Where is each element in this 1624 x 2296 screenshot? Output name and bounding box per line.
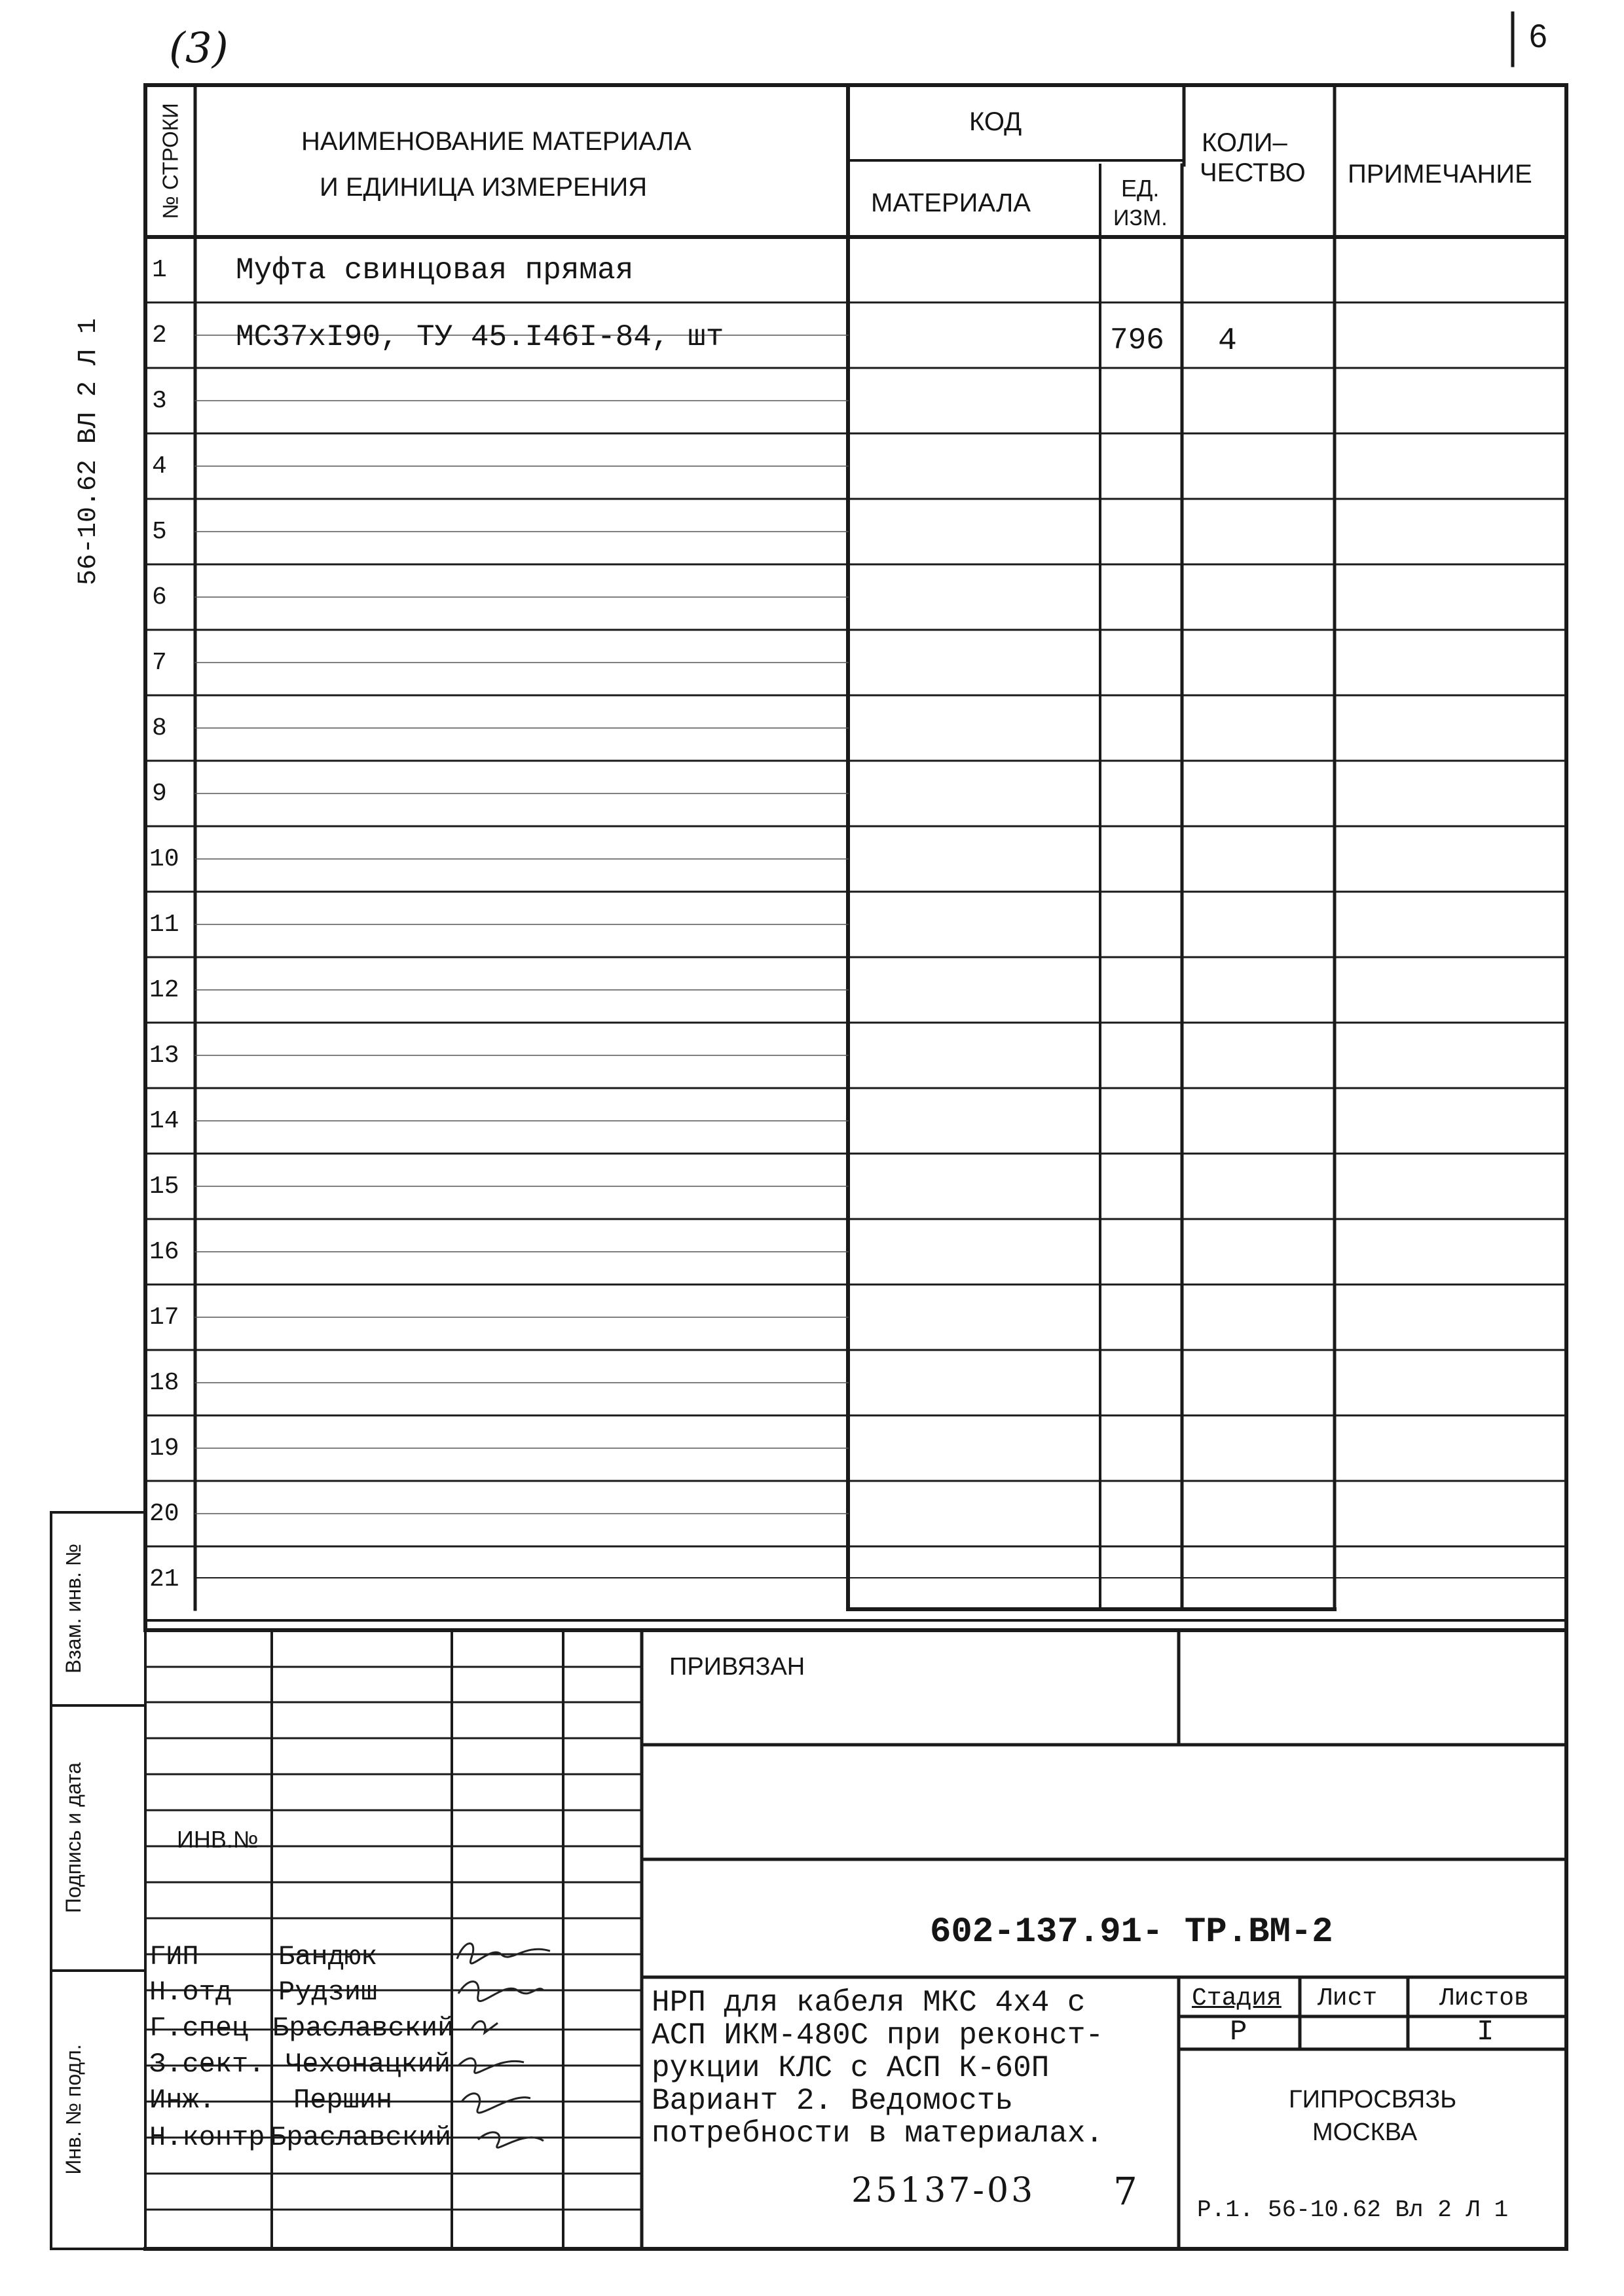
header-note: ПРИМЕЧАНИЕ: [1348, 160, 1532, 189]
signatory-role: Н.отд: [149, 1977, 232, 2008]
signature-scribbles: [452, 1931, 563, 2154]
row-number: 8: [152, 714, 167, 742]
stamp-cell-replaced-inv: Взам. инв. №: [62, 1543, 85, 1674]
designation: 602-137.91- ТР.ВМ-2: [930, 1912, 1333, 1952]
header-name-line2: И ЕДИНИЦА ИЗМЕРЕНИЯ: [320, 173, 648, 202]
row-number: 9: [152, 780, 167, 808]
footer-reference: Р.1. 56-10.62 Вл 2 Л 1: [1197, 2196, 1509, 2223]
row-1-name: Муфта свинцовая прямая: [236, 253, 634, 287]
header-qty-line2: ЧЕСТВО: [1200, 158, 1306, 187]
signatory-name: Чехонацкий: [286, 2049, 451, 2080]
signatory-role: ГИП: [149, 1941, 199, 1973]
description-line: Вариант 2. Ведомость: [652, 2084, 1014, 2118]
city: МОСКВА: [1312, 2119, 1418, 2146]
sheets-label: Листов: [1439, 1984, 1529, 2013]
organization: ГИПРОСВЯЗЬ: [1289, 2086, 1457, 2113]
description-line: НРП для кабеля МКС 4х4 с: [652, 1986, 1086, 2020]
stamp-cell-original-inv: Инв. № подл.: [62, 2044, 85, 2175]
signatory-role: Инж.: [149, 2085, 215, 2116]
row-number: 13: [149, 1042, 179, 1070]
inv-label: ИНВ.№: [177, 1826, 259, 1853]
sheet-no: 7: [1113, 2169, 1137, 2214]
header-code: КОД: [969, 107, 1022, 136]
description-line: рукции КЛС с АСП К-60П: [652, 2051, 1050, 2085]
signatory-name: Першин: [293, 2085, 393, 2116]
row-number: 11: [149, 911, 179, 939]
row-number: 14: [149, 1107, 179, 1135]
row-number: 12: [149, 976, 179, 1004]
row-number: 19: [149, 1434, 179, 1463]
margin-doc-code: 56-10.62 ВЛ 2 Л 1: [74, 318, 103, 586]
row-number: 10: [149, 845, 179, 873]
signatory-name: Браславский: [270, 2122, 452, 2153]
row-number: 15: [149, 1173, 179, 1201]
row-number: 6: [152, 583, 167, 611]
order-number: 25137-03: [851, 2171, 1036, 2210]
row-number: 16: [149, 1238, 179, 1266]
description-line: АСП ИКМ-480С при реконст-: [652, 2018, 1104, 2052]
description-line: потребности в материалах.: [652, 2117, 1104, 2151]
row-number: 4: [152, 452, 167, 481]
row-2-name: МС37хI90, ТУ 45.I46I-84, шт: [236, 320, 724, 354]
header-material: МАТЕРИАЛА: [871, 189, 1031, 217]
row-number: 18: [149, 1369, 179, 1397]
row-number: 21: [149, 1565, 179, 1594]
bound-label: ПРИВЯЗАН: [669, 1653, 805, 1681]
row-2-qty: 4: [1218, 323, 1237, 359]
header-qty-line1: КОЛИ–: [1202, 128, 1287, 157]
stage-label: Стадия: [1192, 1984, 1282, 2013]
stamp-cell-signature-date: Подпись и дата: [62, 1762, 85, 1914]
signatory-name: Браславский: [272, 2013, 454, 2044]
header-unit-line1: ЕД.: [1121, 175, 1160, 202]
sheet-label: Лист: [1318, 1984, 1378, 2013]
signatory-name: Бандюк: [278, 1941, 378, 1973]
header-unit-line2: ИЗМ.: [1113, 206, 1168, 230]
row-2-unit: 796: [1110, 323, 1164, 357]
row-number: 5: [152, 518, 167, 546]
signatory-role: Г.спец: [149, 2013, 249, 2044]
row-number: 7: [152, 649, 167, 677]
row-number: 20: [149, 1500, 179, 1528]
row-number: 17: [149, 1303, 179, 1332]
header-name-line1: НАИМЕНОВАНИЕ МАТЕРИАЛА: [301, 127, 692, 156]
header-row-no: № СТРОКИ: [158, 103, 183, 219]
row-number: 1: [152, 256, 167, 284]
signatory-name: Рудзиш: [278, 1977, 378, 2008]
stage-value: Р: [1230, 2016, 1247, 2049]
row-number: 3: [152, 387, 167, 415]
sheets-value: I: [1477, 2016, 1494, 2049]
signatory-role: З.сект.: [149, 2049, 265, 2080]
signatory-role: Н.контр: [149, 2122, 265, 2153]
page-number: 6: [1529, 18, 1547, 54]
section-mark: (3): [169, 24, 229, 73]
row-number: 2: [152, 321, 167, 350]
